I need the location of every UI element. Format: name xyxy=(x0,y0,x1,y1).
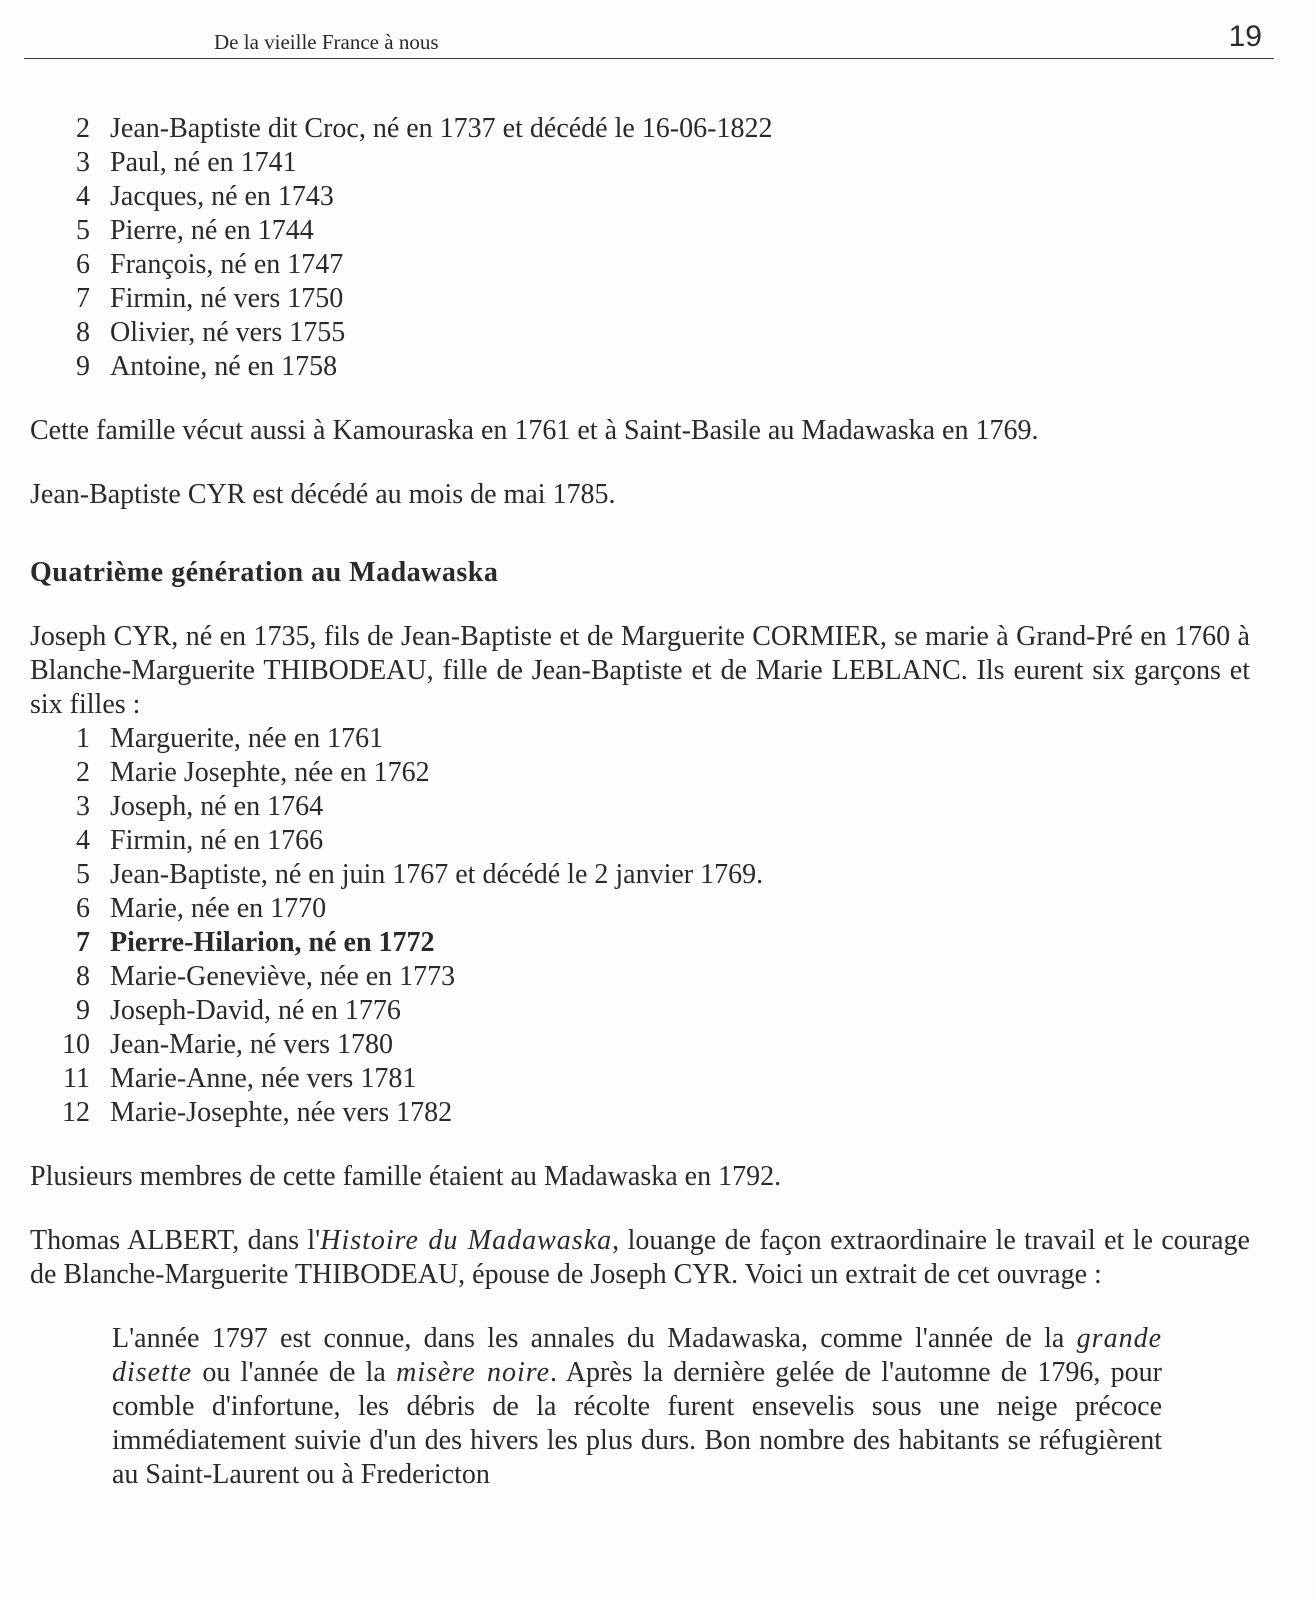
item-text: Marguerite, née en 1761 xyxy=(110,723,384,754)
item-number: 3 xyxy=(76,791,90,822)
list-item xyxy=(30,282,1250,316)
list-item xyxy=(30,756,1250,790)
list-item xyxy=(30,722,1250,756)
item-number: 8 xyxy=(76,317,90,348)
item-text: Antoine, né en 1758 xyxy=(110,351,338,382)
item-text: Jacques, né en 1743 xyxy=(110,181,334,212)
item-number: 5 xyxy=(76,859,90,890)
text-run: L'année 1797 est connue, dans les annales du Madawaska, comme l'année de la xyxy=(112,1323,1077,1354)
item-text: Joseph-David, né en 1776 xyxy=(110,995,401,1026)
text-run: ou l'année de la xyxy=(192,1357,397,1388)
list-item xyxy=(30,858,1250,892)
item-number: 9 xyxy=(76,351,90,382)
item-number: 5 xyxy=(76,215,90,246)
list-item xyxy=(30,146,1250,180)
item-number: 12 xyxy=(62,1097,90,1128)
list-item xyxy=(30,790,1250,824)
item-text: Pierre-Hilarion, né en 1772 xyxy=(110,927,435,958)
paragraph-joseph-cyr: Joseph CYR, né en 1735, fils de Jean-Baptiste et de Marguerite CORMIER, se marie à Grand-Pré en 1760 à Blanche-Marguerite THIBODEAU, fille de Jean-Baptiste et de Marie LEBLANC. Ils eurent six garçons et six filles : xyxy=(30,621,1250,720)
running-title: De la vieille France à nous xyxy=(214,30,439,54)
book-title: Histoire du Madawaska xyxy=(320,1225,613,1256)
list-item xyxy=(30,892,1250,926)
item-text: Jean-Marie, né vers 1780 xyxy=(110,1029,394,1060)
paragraph-thomas-albert xyxy=(30,1224,1250,1292)
children-list-1 xyxy=(30,112,1250,384)
page-header xyxy=(24,18,1274,59)
list-item xyxy=(30,824,1250,858)
list-item xyxy=(30,180,1250,214)
list-item xyxy=(30,350,1250,384)
item-text: Firmin, né en 1766 xyxy=(110,825,324,856)
item-number: 6 xyxy=(76,893,90,924)
text-run: Thomas ALBERT, dans l' xyxy=(30,1225,321,1256)
item-number: 9 xyxy=(76,995,90,1026)
list-item-highlighted xyxy=(30,926,1250,960)
item-text: François, né en 1747 xyxy=(110,249,344,280)
item-number: 7 xyxy=(76,283,90,314)
item-number: 2 xyxy=(76,113,90,144)
item-text: Marie Josephte, née en 1762 xyxy=(110,757,430,788)
list-item xyxy=(30,1096,1250,1130)
list-item xyxy=(30,1062,1250,1096)
list-item xyxy=(30,994,1250,1028)
list-item xyxy=(30,1028,1250,1062)
item-number: 4 xyxy=(76,181,90,212)
list-item xyxy=(30,316,1250,350)
item-number: 11 xyxy=(63,1063,90,1094)
item-text: Paul, né en 1741 xyxy=(110,147,297,178)
item-number: 3 xyxy=(76,147,90,178)
item-text: Jean-Baptiste dit Croc, né en 1737 et décédé le 16-06-1822 xyxy=(110,113,773,144)
list-item xyxy=(30,112,1250,146)
item-text: Joseph, né en 1764 xyxy=(110,791,324,822)
block-quote xyxy=(112,1322,1162,1492)
item-number: 7 xyxy=(76,927,90,958)
children-list-2 xyxy=(30,722,1250,1130)
paragraph-deces: Jean-Baptiste CYR est décédé au mois de mai 1785. xyxy=(30,479,616,510)
page-number: 19 xyxy=(1228,20,1262,53)
text-run: , louange de façon extraordinaire le travail et le courage de Blanche-Marguerite THIBODEAU, épouse de Joseph CYR. Voici un extrait de cet ouvrage : xyxy=(30,1225,1250,1290)
item-number: 8 xyxy=(76,961,90,992)
page-content xyxy=(30,112,1250,1492)
item-text: Marie, née en 1770 xyxy=(110,893,327,924)
item-text: Firmin, né vers 1750 xyxy=(110,283,344,314)
item-number: 10 xyxy=(62,1029,90,1060)
list-item xyxy=(30,960,1250,994)
item-number: 1 xyxy=(76,723,90,754)
text-run: . Après la dernière gelée de l'automne de 1796, pour comble d'infortune, les débris de la récolte furent ensevelis sous une neige précoce immédiatement suivie d'un des hivers les plus durs. Bon nombre des habitants se réfugièrent au Saint-Laurent ou à Fredericton xyxy=(112,1357,1162,1490)
item-text: Olivier, né vers 1755 xyxy=(110,317,346,348)
list-item xyxy=(30,214,1250,248)
item-text: Marie-Anne, née vers 1781 xyxy=(110,1063,417,1094)
item-number: 6 xyxy=(76,249,90,280)
item-text: Pierre, né en 1744 xyxy=(110,215,314,246)
italic-phrase: grande disette xyxy=(112,1323,1162,1388)
item-text: Marie-Geneviève, née en 1773 xyxy=(110,961,456,992)
paragraph-1792: Plusieurs membres de cette famille étaient au Madawaska en 1792. xyxy=(30,1161,782,1192)
section-heading: Quatrième génération au Madawaska xyxy=(30,557,499,588)
paragraph-kamouraska: Cette famille vécut aussi à Kamouraska en 1761 et à Saint-Basile au Madawaska en 1769. xyxy=(30,415,1039,446)
item-text: Marie-Josephte, née vers 1782 xyxy=(110,1097,453,1128)
italic-phrase: misère noire xyxy=(396,1357,551,1388)
item-number: 2 xyxy=(76,757,90,788)
list-item xyxy=(30,248,1250,282)
item-number: 4 xyxy=(76,825,90,856)
item-text: Jean-Baptiste, né en juin 1767 et décédé le 2 janvier 1769. xyxy=(110,859,764,890)
